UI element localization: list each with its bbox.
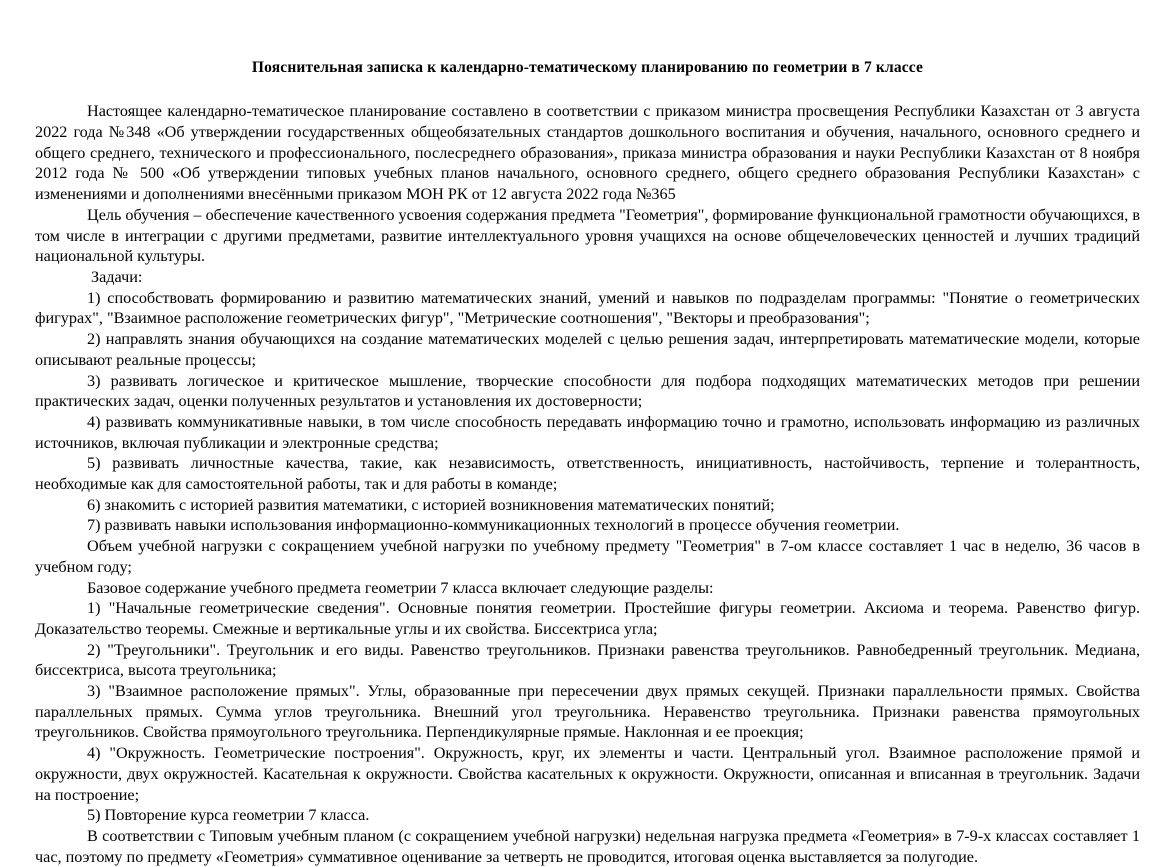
paragraph-goal: Цель обучения – обеспечение качественного усвоения содержания предмета "Геометрия", формирование функциональной грамотности обучающихся, в том числе в интеграции с другими предметами, развитие интеллектуального уровня учащихся на основе общечеловеческих ценностей и лучших традиций национальной культуры. — [35, 205, 1140, 266]
paragraph-assessment: В соответствии с Типовым учебным планом (с сокращением учебной нагрузки) недельная нагрузка предмета «Геометрия» в 7-9-х классах составляет 1 час, поэтому по предмету «Геометрия» суммативное оценивание за четверть не проводится, итоговая оценка выставляется за полугодие. — [35, 826, 1140, 866]
heading-tasks: Задачи: — [91, 268, 143, 286]
paragraph-intro-order: Настоящее календарно-тематическое планирование составлено в соответствии с приказом министра просвещения Республики Казахстан от 3 августа 2022 года №348 «Об утверждении государственных общеобязательных стандартов дошкольного воспитания и обучения, начального, основного среднего и общего среднего, технического и профессионального, послесреднего образования», приказа министра образования и науки Республики Казахстан от 8 ноября 2012 года № 500 «Об утверждении типовых учебных планов начального, основного среднего, общего среднего образования Республики Казахстан» с изменениями и дополнениями внесёнными приказом МОН РК от 12 августа 2022 года №365 — [35, 102, 1140, 204]
paragraph-load-volume: Объем учебной нагрузки с сокращением учебной нагрузки по учебному предмету "Геометрия" в 7-ом классе составляет 1 час в неделю, 36 часов в учебном году; — [35, 537, 1140, 576]
list-item-task-7: 7) развивать навыки использования информационно-коммуникационных технологий в процессе обучения геометрии. — [87, 516, 900, 535]
list-item-task-5: 5) развивать личностные качества, такие, как независимость, ответственность, инициативность, настойчивость, терпение и толерантность, необходимые как для самостоятельной работы, так и для работы в команде; — [35, 454, 1140, 494]
list-item-section-1: 1) "Начальные геометрические сведения". Основные понятия геометрии. Простейшие фигуры геометрии. Аксиома и теорема. Равенство фигур. Доказательство теоремы. Смежные и вертикальные углы и их свойства. Биссектриса угла; — [35, 599, 1140, 638]
document-body — [35, 101, 1140, 867]
page-title: Пояснительная записка к календарно-тематическому планированию по геометрии в 7 классе — [251, 59, 924, 76]
list-item-section-2: 2) "Треугольники". Треугольник и его виды. Равенство треугольников. Признаки равенства треугольников. Равнобедренный треугольник. Медиана, биссектриса, высота треугольника; — [35, 640, 1140, 680]
list-item-task-3: 3) развивать логическое и критическое мышление, творческие способности для подбора подходящих математических методов при решении практических задач, оценки полученных результатов и установления их достоверности; — [35, 371, 1140, 411]
list-item-task-1: 1) способствовать формированию и развитию математических знаний, умений и навыков по подразделам программы: "Понятие о геометрических фигурах", "Взаимное расположение геометрических фигур", "Метрические соотношения", "Векторы и преобразования"; — [35, 288, 1140, 328]
list-item-section-4: 4) "Окружность. Геометрические построения". Окружность, круг, их элементы и части. Центральный угол. Взаимное расположение прямой и окружности, двух окружностей. Касательная к окружности. Свойства касательных к окружности. Окружности, описанная и вписанная в треугольник. Задачи на построение; — [35, 744, 1140, 804]
list-item-section-5: 5) Повторение курса геометрии 7 класса. — [87, 806, 370, 825]
list-item-task-2: 2) направлять знания обучающихся на создание математических моделей с целью решения задач, интерпретировать математические модели, которые описывают реальные процессы; — [35, 330, 1140, 369]
list-item-task-6: 6) знакомить с историей развития математики, с историей возникновения математических понятий; — [87, 495, 775, 514]
list-item-section-3: 3) "Взаимное расположение прямых". Углы, образованные при пересечении двух прямых секущей. Признаки параллельности прямых. Свойства параллельных прямых. Сумма углов треугольника. Внешний угол треугольника. Неравенство треугольника. Признаки равенства прямоугольных треугольников. Свойства прямоугольного треугольника. Перпендикулярные прямые. Наклонная и ее проекция; — [35, 682, 1140, 742]
heading-base-content: Базовое содержание учебного предмета геометрии 7 класса включает следующие разделы: — [87, 578, 714, 597]
list-item-task-4: 4) развивать коммуникативные навыки, в том числе способность передавать информацию точно и грамотно, использовать информацию из различных источников, включая публикации и электронные средства; — [35, 412, 1140, 452]
